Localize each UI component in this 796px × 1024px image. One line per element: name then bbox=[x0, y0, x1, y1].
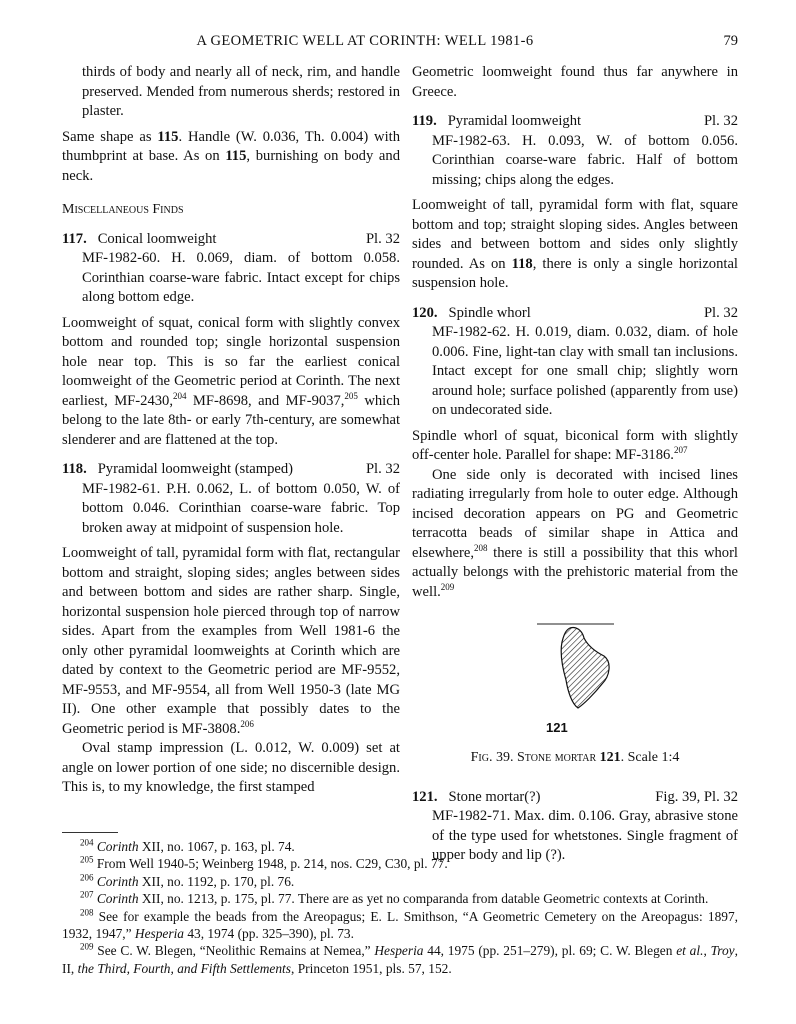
entry-119-discussion: Loomweight of tall, pyramidal form with flat, square bottom and top; straight sloping sides. Angles between sides and between bottom and sides only slightly rounded. As on 118, there is only a single horizontal suspension hole. bbox=[412, 197, 738, 291]
footnote-209: $^{209}$ See C. W. Blegen, “Neolithic Remains at Nemea,” Hesperia 44, 1975 (pp. 251–279), pl. 69; C. W. Blegen et al., Troy, II, the Third, Fourth, and Fifth Settlements, Princeton 1951, pls. 57, 152. bbox=[62, 941, 738, 976]
footnote-207: $^{207}$ Corinth XII, no. 1213, p. 175, pl. 77. There are as yet no comparanda from datable Geometric contexts at Corinth. bbox=[80, 889, 709, 907]
catalogue-entry-119: 119. Pyramidal loomweight Pl. 32 bbox=[412, 113, 738, 129]
catalogue-entry-118: 118. Pyramidal loomweight (stamped) Pl. 32 bbox=[62, 461, 400, 477]
figure-caption: Fig. 39. Stone mortar 121. Scale 1:4 bbox=[470, 750, 680, 765]
entry-120-description: MF-1982-62. H. 0.019, diam. 0.032, diam. of hole 0.006. Fine, light-tan clay with small tan inclusions. Intact except for one small chip; slightly worn around hole; surface polished (apparently from use) on undecorated side. bbox=[432, 324, 738, 418]
running-header bbox=[62, 33, 738, 55]
entry-120-discussion: Spindle whorl of squat, biconical form with slightly off-center hole. Parallel for shape: MF-3186.$^{207}$ bbox=[412, 427, 738, 463]
left-column bbox=[62, 63, 400, 798]
figure-39 bbox=[412, 616, 738, 756]
entry-118-discussion: Loomweight of tall, pyramidal form with flat, rectangular bottom and straight, sloping sides; angles between sides and between bottom and sides are rather sharp. Single, horizontal suspension hole pierced through top of narrow sides. Apart from the examples from Well 1981-6 the only other pyramidal loomweights at Corinth which are dated by context to the Geometric period are MF-9552, MF-9553, and MF-9554, all from Well 1950-3 (late MG II). One other example that possibly dates to the Geometric period is MF-3808.$^{206}$ bbox=[62, 545, 400, 737]
entry-121-description: MF-1982-71. Max. dim. 0.106. Gray, abrasive stone of the type used for whetstones. Single fragment of upper body and lip (?). bbox=[432, 808, 738, 863]
right-column bbox=[412, 63, 738, 866]
catalogue-entry-121: 121. Stone mortar(?) Fig. 39, Pl. 32 bbox=[412, 788, 738, 805]
page-number: 79 bbox=[723, 33, 738, 49]
entry-117-discussion: Loomweight of squat, conical form with slightly convex bottom and rounded top; single horizontal suspension hole near top. This is so far the earliest conical loomweight of the Geometric period at Corinth. The next earliest, MF-2430,$^{204}$ MF-8698, and MF-9037,$^{205}$ which belong to the late 8th- or early 7th-century, are somewhat slenderer and are flattened at the top. bbox=[62, 314, 400, 448]
catalogue-entry-117: 117. Conical loomweight Pl. 32 bbox=[62, 230, 400, 247]
same-shape-paragraph: Same shape as 115. Handle (W. 0.036, Th. 0.004) with thumbprint at base. As on 115, burnishing on body and neck. bbox=[62, 128, 400, 184]
footnote-rule bbox=[62, 832, 118, 833]
running-title: A GEOMETRIC WELL AT CORINTH: WELL 1981-6 bbox=[196, 33, 534, 49]
footnote-204: $^{204}$ Corinth XII, no. 1067, p. 163, pl. 74. bbox=[80, 837, 295, 854]
entry-120-decoration: One side only is decorated with incised lines radiating irregularly from hole to outer edge. Although incised decoration appears on PG and Geometric terracotta beads of similar shape in Attica and elsewhere,$^{208}$ there is still a possibility that this whorl actually belongs with the prehistoric material from the well.$^{209}$ bbox=[412, 466, 738, 600]
footnote-208: $^{208}$ See for example the beads from the Areopagus; E. L. Smithson, “A Geometric Cemetery on the Areopagus: 1897, 1932, 1947,” Hesperia 43, 1974 (pp. 325–390), pl. 73. bbox=[62, 907, 738, 942]
section-heading: Miscellaneous Finds bbox=[62, 202, 184, 217]
catalogue-entry-120: 120. Spindle whorl Pl. 32 bbox=[412, 304, 738, 321]
entry-117-description: MF-1982-60. H. 0.069, diam. of bottom 0.058. Corinthian coarse-ware fabric. Intact except for chips along bottom edge. bbox=[82, 250, 400, 305]
entry-118-stamp-paragraph: Oval stamp impression (L. 0.012, W. 0.009) set at angle on lower portion of one side; no discernible design. This is, to my knowledge, the first stamped bbox=[62, 740, 400, 795]
entry-119-description: MF-1982-63. H. 0.093, W. of bottom 0.056. Corinthian coarse-ware fabric. Half of bottom missing; chips along the edges. bbox=[432, 132, 738, 188]
mortar-section-drawing bbox=[532, 616, 622, 716]
continued-text: Geometric loomweight found thus far anywhere in Greece. bbox=[412, 64, 738, 100]
continued-description: thirds of body and nearly all of neck, rim, and handle preserved. Mended from numerous sherds; restored in plaster. bbox=[82, 64, 400, 119]
entry-118-description: MF-1982-61. P.H. 0.062, L. of bottom 0.050, W. of bottom 0.046. Corinthian coarse-ware fabric. Top broken away at midpoint of suspension hole. bbox=[82, 480, 400, 536]
figure-number-label: 121 bbox=[546, 720, 568, 735]
footnotes bbox=[62, 838, 738, 977]
footnote-206: $^{206}$ Corinth XII, no. 1192, p. 170, pl. 76. bbox=[80, 872, 295, 889]
footnote-205: $^{205}$ From Well 1940-5; Weinberg 1948, p. 214, nos. C29, C30, pl. 77. bbox=[80, 854, 448, 872]
